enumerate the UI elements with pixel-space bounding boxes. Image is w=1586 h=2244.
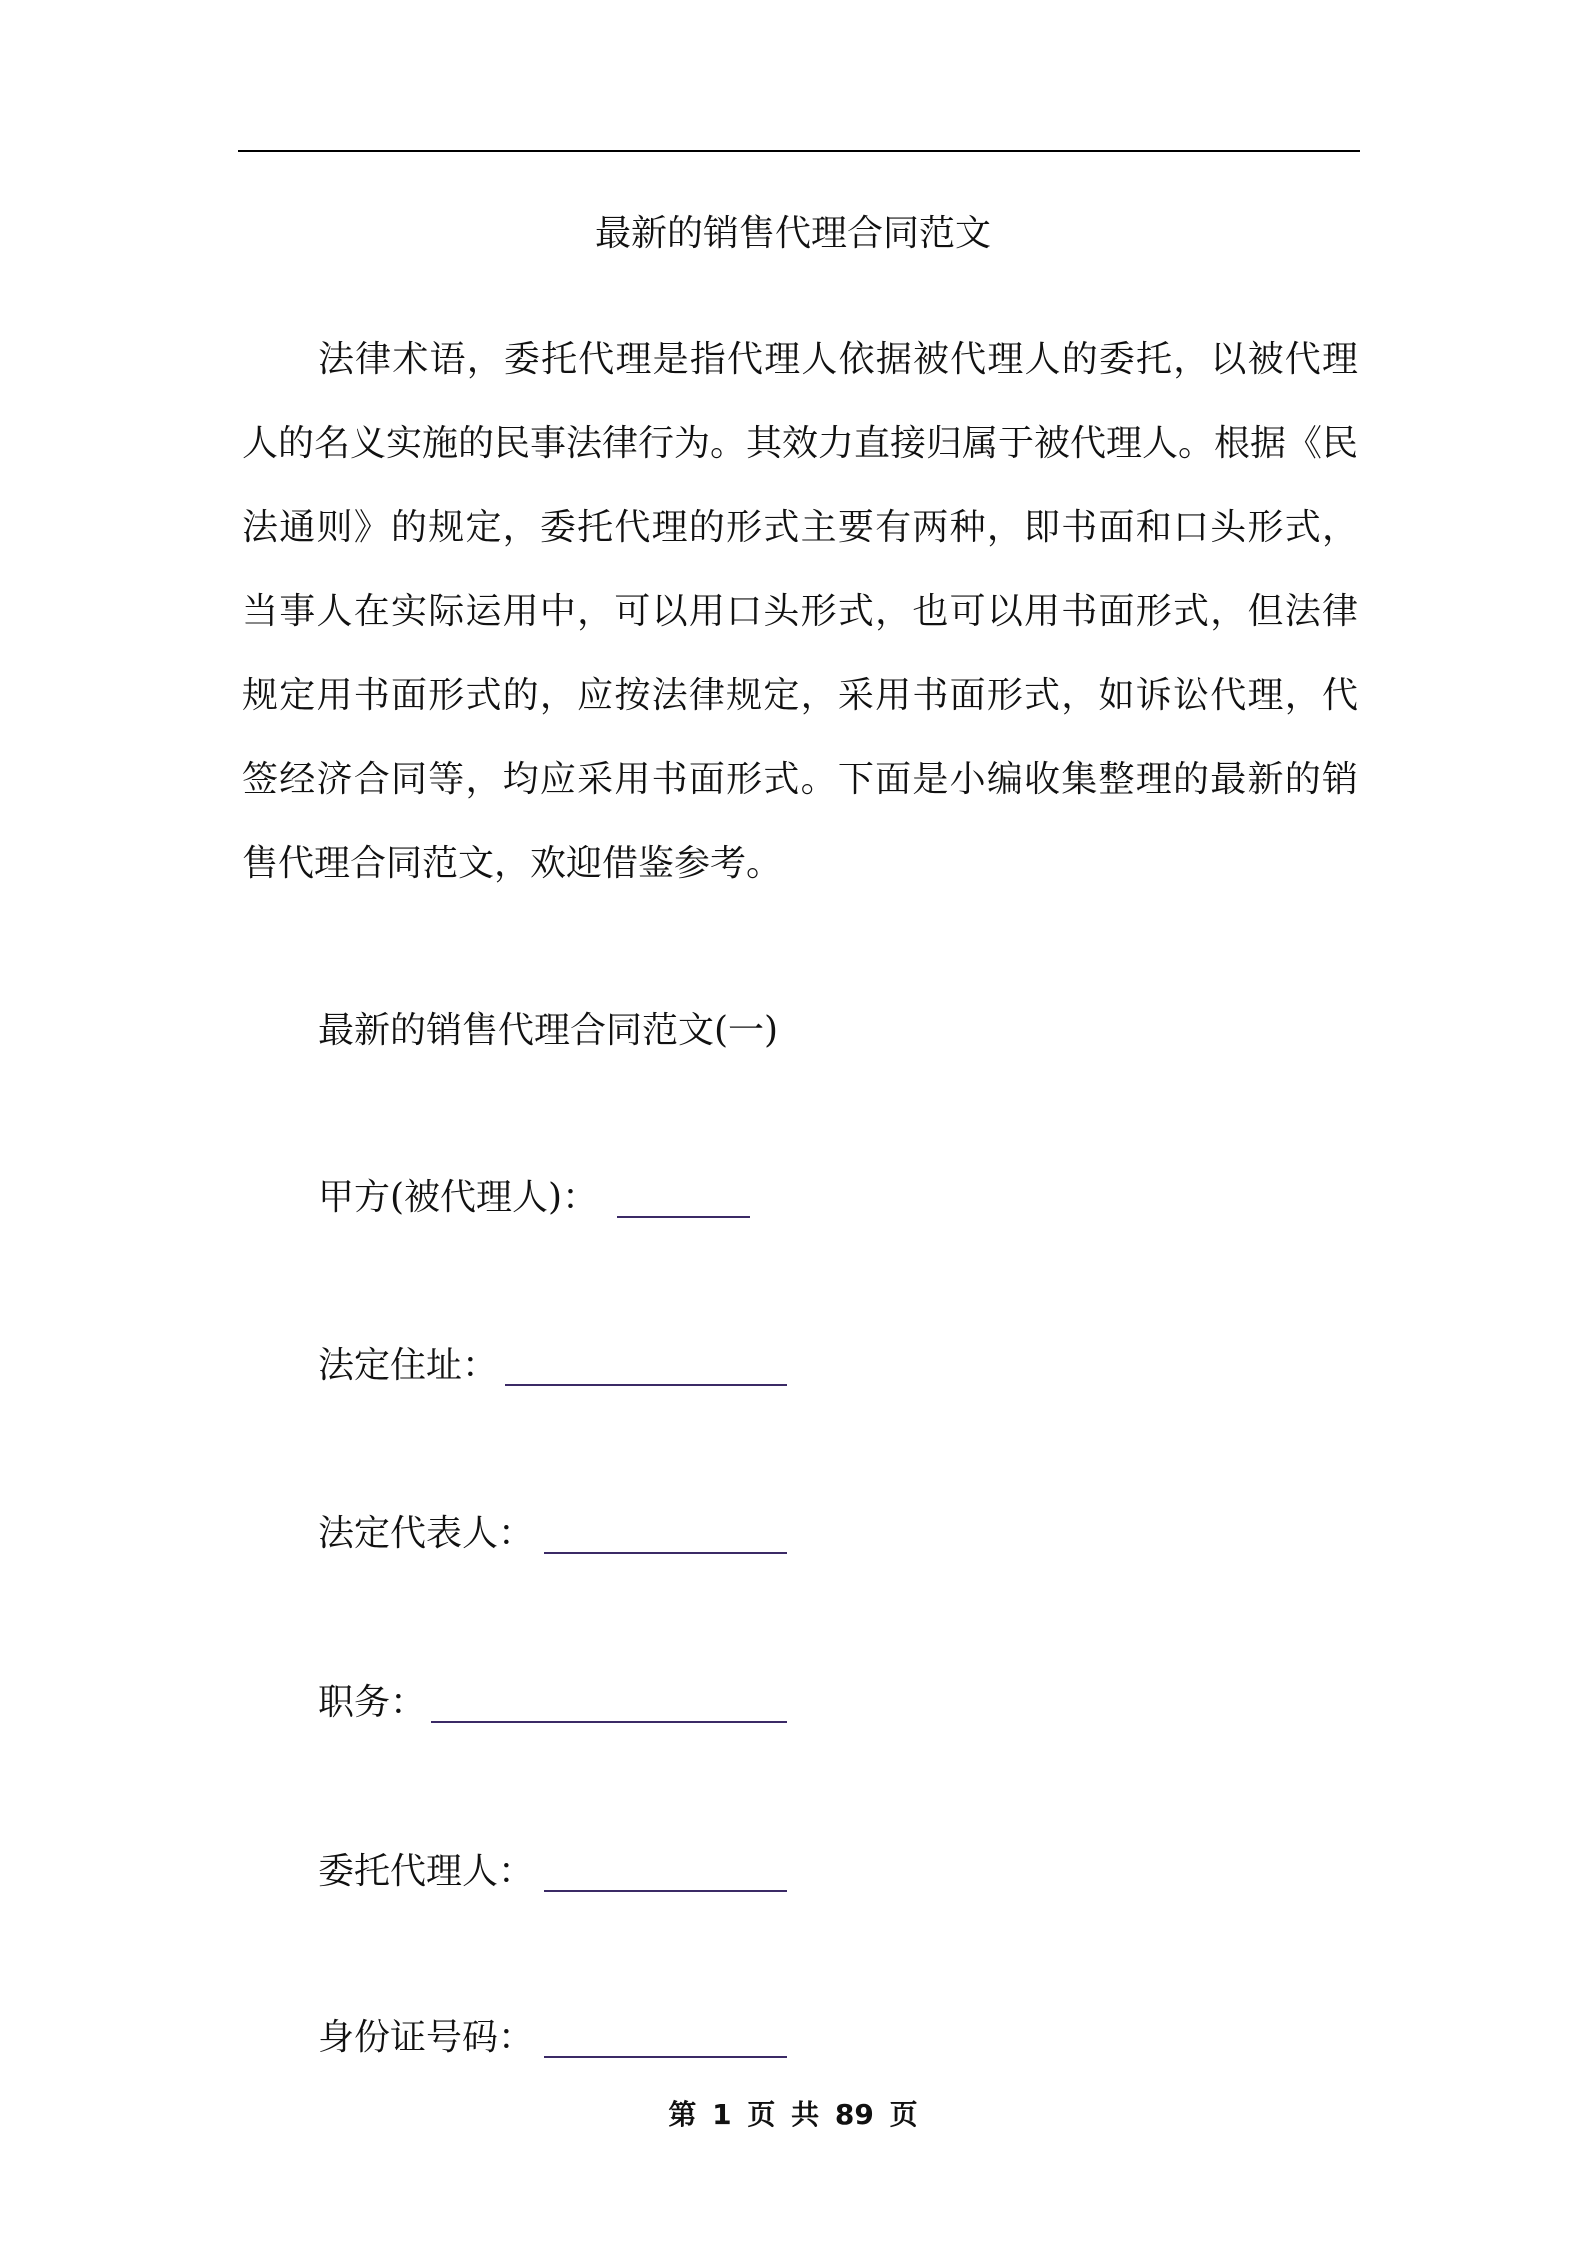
field-blank-legal-rep[interactable]: [544, 1552, 787, 1554]
intro-line: 签经济合同等，均应采用书面形式。下面是小编收集整理的最新的销: [242, 759, 1358, 800]
header-rule: [238, 150, 1360, 152]
page-number-footer: 第 1 页 共 89 页: [668, 2098, 918, 2131]
field-label-address: 法定住址：: [318, 1345, 499, 1386]
intro-line: 当事人在实际运用中，可以用口头形式，也可以用书面形式，但法律: [242, 591, 1358, 632]
field-blank-principal[interactable]: [617, 1216, 750, 1218]
field-blank-address[interactable]: [505, 1384, 787, 1386]
field-label-id-number: 身份证号码：: [318, 2017, 535, 2058]
field-blank-position[interactable]: [431, 1721, 787, 1723]
document-title: 最新的销售代理合同范文: [594, 213, 991, 254]
field-blank-id-number[interactable]: [544, 2056, 787, 2058]
intro-line: 规定用书面形式的，应按法律规定，采用书面形式，如诉讼代理，代: [242, 675, 1358, 716]
field-blank-agent[interactable]: [544, 1890, 787, 1892]
intro-line: 人的名义实施的民事法律行为。其效力直接归属于被代理人。根据《民: [242, 423, 1359, 464]
intro-line: 法律术语，委托代理是指代理人依据被代理人的委托，以被代理: [318, 339, 1358, 380]
intro-line: 法通则》的规定，委托代理的形式主要有两种，即书面和口头形式，: [242, 507, 1358, 548]
field-label-principal: 甲方(被代理人)：: [318, 1177, 599, 1218]
section-heading: 最新的销售代理合同范文(一): [318, 1010, 779, 1051]
field-label-position: 职务：: [318, 1682, 427, 1723]
intro-line: 售代理合同范文，欢迎借鉴参考。: [242, 843, 783, 884]
field-label-legal-rep: 法定代表人：: [318, 1513, 535, 1554]
field-label-agent: 委托代理人：: [318, 1851, 535, 1892]
